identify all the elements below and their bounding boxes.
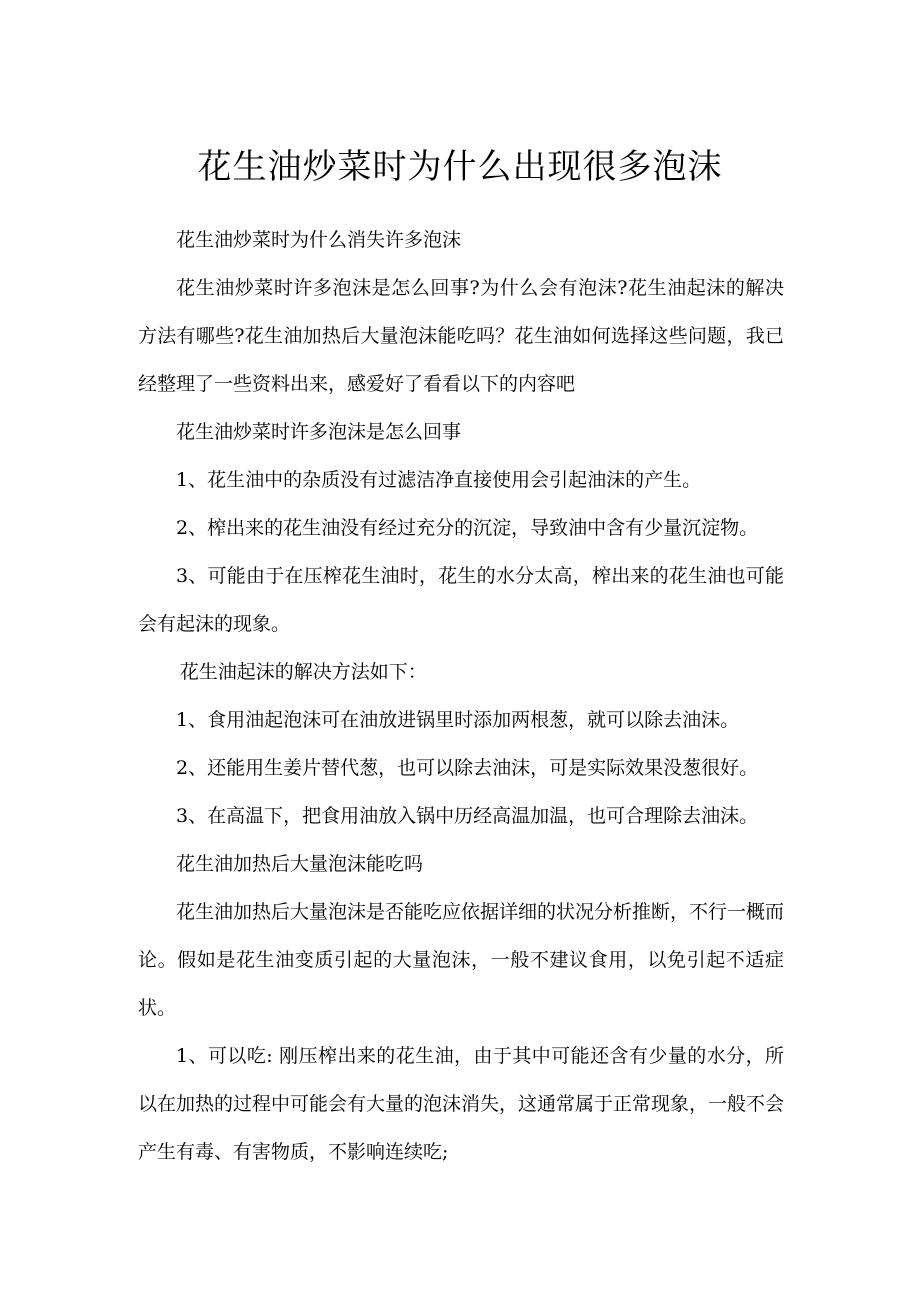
paragraph-cause-1: 1、花生油中的杂质没有过滤洁净直接使用会引起油沫的产生。: [176, 469, 702, 491]
paragraph-edible-1: 1、可以吃: 刚压榨出来的花生油，由于其中可能还含有少量的水分，所以在加热的过程中可能会有大量的泡沫消失，这通常属于正常现象，一般不会产生有毒、有害物质，不影响连续吃;: [138, 1045, 785, 1163]
document-title: 花生油炒菜时为什么出现很多泡沫: [197, 147, 723, 187]
paragraph-edible-analysis: 花生油加热后大量泡沫是否能吃应依据详细的状况分析推断，不行一概而论。假如是花生油变质引起的大量泡沫，一般不建议食用，以免引起不适症状。: [138, 901, 785, 1019]
paragraph-intro: 花生油炒菜时许多泡沫是怎么回事?为什么会有泡沫?花生油起沫的解决方法有哪些?花生油加热后大量泡沫能吃吗？花生油如何选择这些问题，我已经整理了一些资料出来，感爱好了看看以下的内容吧: [138, 277, 784, 395]
paragraph-heading-causes: 花生油炒菜时许多泡沫是怎么回事: [176, 421, 462, 443]
paragraph-cause-3: 3、可能由于在压榨花生油时，花生的水分太高，榨出来的花生油也可能会有起沫的现象。: [138, 565, 784, 635]
paragraph-solution-1: 1、食用油起泡沫可在油放进锅里时添加两根葱，就可以除去油沫。: [176, 709, 740, 731]
paragraph-solution-2: 2、还能用生姜片替代葱，也可以除去油沫，可是实际效果没葱很好。: [176, 757, 759, 779]
document-body: [138, 216, 784, 1176]
paragraph-cause-2: 2、榨出来的花生油没有经过充分的沉淀，导致油中含有少量沉淀物。: [176, 517, 759, 539]
paragraph-heading-edible: 花生油加热后大量泡沫能吃吗: [176, 853, 424, 875]
paragraph-subtitle: 花生油炒菜时为什么消失许多泡沫: [176, 229, 462, 251]
paragraph-heading-solutions: 花生油起沫的解决方法如下：: [179, 661, 427, 683]
paragraph-solution-3: 3、在高温下，把食用油放入锅中历经高温加温，也可合理除去油沫。: [176, 805, 759, 827]
